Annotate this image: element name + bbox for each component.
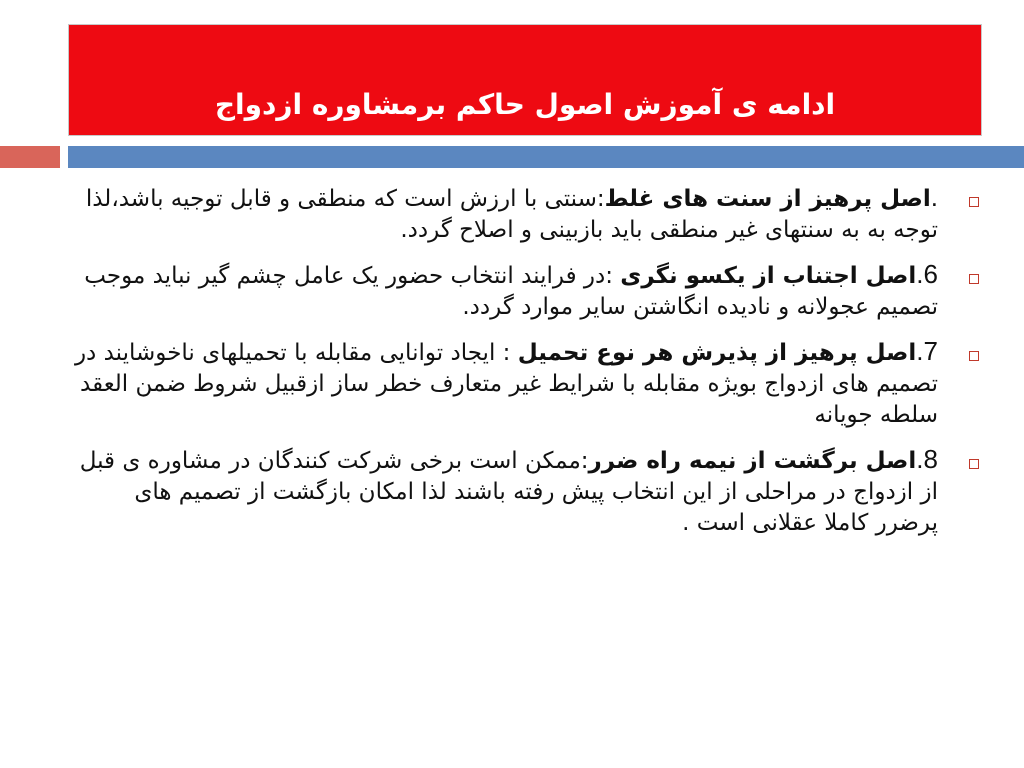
accent-bar-right (68, 146, 1024, 168)
title-banner (68, 24, 982, 136)
item-heading: اصل پرهیز از پذیرش هر نوع تحمیل (517, 340, 917, 366)
square-bullet-icon (969, 459, 979, 469)
square-bullet-icon (969, 351, 979, 361)
item-number: 6. (916, 259, 938, 289)
item-body: :ممکن است برخی شرکت کنندگان در مشاوره ی قبل از ازدواج در مراحلی از این انتخاب پیش رفته باشند لذا امکان بازگشت از تصمیم های پرضرر کاملا عقلانی است . (79, 448, 938, 536)
square-bullet-icon (969, 197, 979, 207)
square-bullet-icon (969, 274, 979, 284)
accent-bar-left (0, 146, 60, 168)
item-number: 7. (916, 336, 938, 366)
item-heading: اصل پرهیز از سنت های غلط (604, 186, 931, 212)
item-heading: اصل اجتناب از یکسو نگری (620, 263, 917, 289)
item-body: :سنتی با ارزش است که منطقی و قابل توجیه باشد،لذا توجه به به سنتهای غیر منطقی باید بازبینی و اصلاح گردد. (85, 186, 938, 243)
item-number: 8. (916, 444, 938, 474)
slide-title: ادامه ی آموزش اصول حاکم برمشاوره ازدواج (214, 88, 836, 121)
list-item (70, 444, 986, 539)
item-body: :در فرایند انتخاب حضور یک عامل چشم گیر نباید موجب تصمیم عجولانه و نادیده انگاشتن سایر موارد گردد. (84, 263, 938, 320)
list-item (70, 182, 986, 246)
list-item (70, 336, 986, 431)
item-number: . (930, 182, 938, 212)
principles-list (70, 182, 986, 552)
item-body: : ایجاد توانایی مقابله با تحمیلهای ناخوشایند در تصمیم های ازدواج بویژه مقابله با شرایط غیر متعارف خطر ساز ازقبیل شروط ضمن العقد سلطه جویانه (74, 340, 938, 428)
list-item (70, 259, 986, 323)
item-heading: اصل برگشت از نیمه راه ضرر (588, 448, 917, 474)
